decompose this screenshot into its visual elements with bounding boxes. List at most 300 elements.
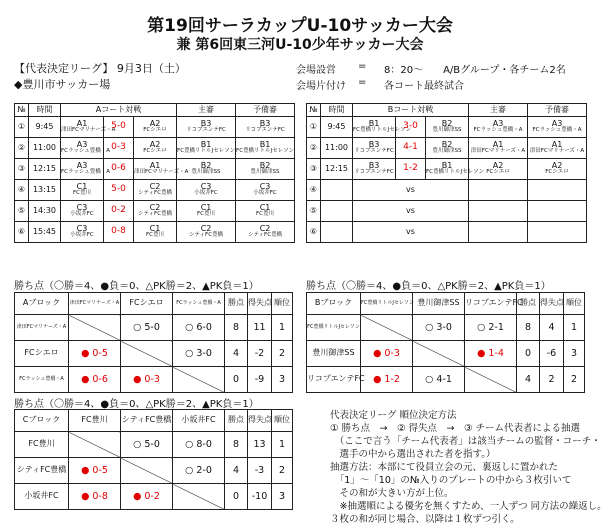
- sub-referee-cell: [528, 222, 587, 243]
- match-score: 4-1: [396, 138, 426, 159]
- referee-code: C3: [200, 181, 212, 191]
- header-no: №: [15, 104, 29, 117]
- away-cell: [426, 138, 469, 159]
- match-row: [15, 201, 295, 222]
- cleanup-label: 会場片付け: [296, 81, 346, 92]
- match-vs: vs: [353, 222, 469, 243]
- setup-label: 会場設営: [296, 65, 336, 76]
- away-code: B2: [441, 139, 453, 149]
- standings-row: [307, 341, 585, 367]
- standings-header: 勝点: [517, 293, 540, 315]
- sub-referee-cell: [236, 201, 295, 222]
- referee-code: B3: [200, 118, 212, 128]
- sub-referee-cell: [236, 180, 295, 201]
- away-cell: [426, 159, 485, 180]
- away-team: FCシエロ: [143, 148, 167, 155]
- venue: ◆豊川市サッカー場: [14, 78, 111, 91]
- header-no: №: [307, 104, 321, 117]
- referee-cell: [469, 201, 528, 222]
- referee-cell: [177, 201, 236, 222]
- match-time: [321, 201, 353, 222]
- standings-header: 勝点: [225, 293, 248, 315]
- home-team: FCラッシュ豊橋・A: [61, 148, 111, 155]
- match-no: ⑤: [307, 201, 321, 222]
- group-a-standings: [14, 292, 293, 393]
- referee-team: 豊川御津SS: [191, 169, 221, 176]
- away-code: A1: [149, 160, 161, 170]
- away-team: シティFC豊橋: [137, 190, 173, 197]
- standings-team: 津田FCマリナーズ・A: [15, 315, 69, 341]
- standings-points: 4: [517, 367, 540, 393]
- rule-line: （ここで言う「チーム代表者」は該当チームの監督・コーチ・: [330, 436, 601, 447]
- rule-line: 抽選方法：本部にて役員立会の元、裏返しに置かれた: [330, 462, 559, 473]
- header-court-b: Bコート対戦: [353, 104, 469, 117]
- referee-team: FCシエロ: [486, 169, 510, 176]
- sub-referee-cell: [236, 138, 295, 159]
- win-mark: ○ 5-0: [133, 321, 160, 333]
- sub-referee-code: C1: [259, 202, 271, 212]
- rule-line: 代表決定リーグ 順位決定方法: [330, 410, 457, 421]
- home-code: C3: [76, 202, 88, 212]
- win-mark: ○ 3-0: [185, 347, 212, 359]
- away-code: B2: [441, 118, 453, 128]
- match-row: [307, 201, 587, 222]
- standings-team: シティFC豊橋: [15, 458, 69, 484]
- win-mark: ○ 2-0: [185, 464, 212, 476]
- away-team: FCシエロ: [143, 127, 167, 134]
- match-no: ②: [15, 138, 29, 159]
- loss-mark: ● 1-4: [477, 347, 504, 359]
- match-no: ②: [307, 138, 321, 159]
- match-time: 15:45: [29, 222, 61, 243]
- standings-goal-diff: 13: [248, 432, 272, 458]
- match-row: [307, 117, 587, 138]
- standings-goal-diff: 4: [540, 315, 564, 341]
- away-cell: [134, 117, 177, 138]
- match-time: 14:30: [29, 201, 61, 222]
- home-cell: [61, 201, 104, 222]
- result-cell: [361, 341, 413, 367]
- result-cell: [413, 315, 465, 341]
- sub-referee-team: リコプエンテFC: [245, 127, 285, 134]
- rule-line: ① 勝ち点 → ② 得失点 → ③ チーム代表者による抽選: [330, 423, 581, 434]
- referee-cell: [469, 222, 528, 243]
- result-cell: [413, 341, 465, 367]
- match-time: 9:45: [29, 117, 61, 138]
- standings-header: 勝点: [225, 410, 248, 432]
- standings-goal-diff: -3: [248, 458, 272, 484]
- result-cell: [121, 432, 173, 458]
- result-cell: [121, 484, 173, 510]
- standings-rank: 1: [564, 315, 585, 341]
- points-legend-a: 勝ち点（〇勝＝4、●負＝0、△PK勝＝2、▲PK負＝1）: [14, 281, 259, 292]
- home-code: A3: [76, 160, 88, 170]
- home-code: B3: [368, 160, 380, 170]
- match-no: ③: [15, 159, 29, 180]
- standings-header: 順位: [272, 410, 293, 432]
- standings-rank: 1: [272, 432, 293, 458]
- away-code: C2: [149, 181, 161, 191]
- win-mark: ○ 6-0: [185, 321, 212, 333]
- result-cell: [69, 315, 121, 341]
- result-cell: [361, 315, 413, 341]
- match-time: 11:00: [29, 138, 61, 159]
- standings-goal-diff: -10: [248, 484, 272, 510]
- referee-team: FCラッシュ豊橋・A: [473, 127, 523, 134]
- away-cell: [134, 180, 177, 201]
- standings-row: [15, 341, 293, 367]
- away-code: A2: [149, 118, 161, 128]
- match-time: 9:45: [321, 117, 353, 138]
- referee-cell: [177, 222, 236, 243]
- standings-row: [15, 458, 293, 484]
- sub-referee-team: FCラッシュ豊橋・A: [532, 127, 582, 134]
- tournament-subtitle: 兼 第6回東三河U-10少年サッカー大会: [176, 37, 424, 53]
- match-score: 0-6: [104, 159, 134, 180]
- sub-referee-cell: [236, 117, 295, 138]
- tournament-title: 第19回サーラカップU-10サッカー大会: [147, 16, 453, 36]
- standings-points: 0: [225, 367, 248, 393]
- rule-line: その和が大きい方が上位。: [330, 488, 454, 499]
- standings-row: [15, 367, 293, 393]
- result-cell: [465, 315, 517, 341]
- result-cell: [465, 367, 517, 393]
- standings-points: 4: [225, 458, 248, 484]
- sub-referee-code: A3: [551, 118, 563, 128]
- win-mark: ○ 5-0: [133, 438, 160, 450]
- sub-referee-code: A1: [551, 139, 563, 149]
- header-court-a: Aコート対戦: [61, 104, 177, 117]
- referee-code: A1: [492, 139, 504, 149]
- away-cell: [134, 138, 177, 159]
- standings-rank: 2: [564, 367, 585, 393]
- match-no: ①: [307, 117, 321, 138]
- match-vs: vs: [353, 180, 469, 201]
- referee-cell: [177, 117, 236, 138]
- loss-mark: ● 0-2: [133, 490, 160, 502]
- standings-points: 8: [225, 315, 248, 341]
- referee-code: B2: [200, 160, 212, 170]
- standings-header: Cブロック: [15, 410, 69, 432]
- away-code: C1: [149, 223, 161, 233]
- header-sub-referee: 予備審: [236, 104, 295, 117]
- match-row: [15, 117, 295, 138]
- standings-goal-diff: 2: [540, 367, 564, 393]
- referee-code: C1: [200, 202, 212, 212]
- standings-header: FCシエロ: [121, 293, 173, 315]
- result-cell: [121, 367, 173, 393]
- setup-value: 8：20～ A/Bグループ・各チーム2名: [384, 65, 566, 76]
- result-cell: [361, 367, 413, 393]
- match-row: [15, 138, 295, 159]
- sub-referee-code: B1: [259, 139, 271, 149]
- cleanup-value: 各コート最終試合: [384, 81, 464, 92]
- result-cell: [465, 341, 517, 367]
- sub-referee-team: FC豊川: [256, 211, 275, 218]
- match-no: ①: [15, 117, 29, 138]
- match-score: 1-2: [396, 159, 426, 180]
- sub-referee-code: B2: [259, 160, 271, 170]
- sub-referee-code: C2: [259, 223, 271, 233]
- standings-goal-diff: -2: [248, 341, 272, 367]
- standings-header: 津田FCマリナーズ・A: [69, 293, 121, 315]
- referee-cell: [177, 138, 236, 159]
- standings-team: FC豊川: [15, 432, 69, 458]
- rule-line: 「1」～「10」の№入りのプレートの中から３枚引いて: [330, 475, 572, 486]
- standings-rank: 2: [272, 458, 293, 484]
- header-referee: 主審: [469, 104, 528, 117]
- standings-rank: 2: [272, 341, 293, 367]
- result-cell: [69, 367, 121, 393]
- sub-referee-code: B3: [259, 118, 271, 128]
- match-row: [307, 180, 587, 201]
- standings-team: FCラッシュ豊橋・A: [15, 367, 69, 393]
- match-no: ④: [307, 180, 321, 201]
- home-code: B3: [368, 139, 380, 149]
- result-cell: [173, 484, 225, 510]
- standings-header: 順位: [272, 293, 293, 315]
- match-row: [307, 222, 587, 243]
- standings-goal-diff: -6: [540, 341, 564, 367]
- match-no: ⑤: [15, 201, 29, 222]
- standings-points: 0: [225, 484, 248, 510]
- referee-code: A2: [492, 160, 504, 170]
- win-mark: ○ 2-1: [477, 321, 504, 333]
- group-b-standings: [306, 292, 585, 393]
- match-score: 3-0: [396, 117, 426, 138]
- loss-mark: ● 0-3: [373, 347, 400, 359]
- standings-team: 小坂井FC: [15, 484, 69, 510]
- home-team: FC豊川: [72, 190, 91, 197]
- referee-cell: [469, 138, 528, 159]
- match-time: [321, 180, 353, 201]
- standings-points: 4: [225, 341, 248, 367]
- standings-points: 8: [517, 315, 540, 341]
- result-cell: [121, 341, 173, 367]
- court-b-schedule: [306, 103, 587, 243]
- result-cell: [69, 432, 121, 458]
- referee-team: FC豊川: [197, 211, 216, 218]
- league-date: 【代表決定リーグ】 9月3日（土）: [14, 62, 186, 75]
- result-cell: [121, 458, 173, 484]
- result-cell: [121, 315, 173, 341]
- away-team: FC豊橋リトルJセレソン: [426, 169, 485, 176]
- referee-team: FC豊橋リトルJセレソン: [177, 148, 236, 155]
- match-score: 5-0: [104, 180, 134, 201]
- home-team: 小坂井FC: [70, 211, 94, 218]
- match-time: 13:15: [29, 180, 61, 201]
- group-c-standings: [14, 409, 293, 510]
- sub-referee-cell: [528, 159, 587, 180]
- standings-points: 8: [225, 432, 248, 458]
- sub-referee-cell: [528, 201, 587, 222]
- standings-header: 順位: [564, 293, 585, 315]
- sub-referee-cell: [528, 117, 587, 138]
- match-score: 0-8: [104, 222, 134, 243]
- away-cell: [134, 222, 177, 243]
- sub-referee-cell: [528, 138, 587, 159]
- standings-row: [15, 432, 293, 458]
- standings-header: 得失点: [248, 410, 272, 432]
- loss-mark: ● 1-2: [373, 373, 400, 385]
- setup-eq: =: [358, 61, 367, 72]
- standings-team: 豊川御津SS: [307, 341, 361, 367]
- match-score: 0-3: [104, 138, 134, 159]
- win-mark: ○ 3-0: [425, 321, 452, 333]
- loss-mark: ● 0-6: [81, 373, 108, 385]
- referee-code: A3: [492, 118, 504, 128]
- home-team: FCラッシュ豊橋・A: [61, 169, 111, 176]
- match-row: [15, 180, 295, 201]
- standings-header: FC豊橋リトルJセレソン: [361, 293, 413, 315]
- header-sub-referee: 予備審: [528, 104, 587, 117]
- home-team: 津田FCマリナーズ・A: [61, 127, 116, 134]
- standings-team: FC豊橋リトルJセレソン: [307, 315, 361, 341]
- standings-header: 豊川御津SS: [413, 293, 465, 315]
- home-code: A3: [76, 139, 88, 149]
- standings-row: [15, 484, 293, 510]
- away-code: C2: [149, 202, 161, 212]
- home-cell: [61, 138, 111, 159]
- header-time: 時間: [29, 104, 61, 117]
- match-row: [307, 159, 587, 180]
- referee-cell: [177, 180, 236, 201]
- rule-line: ３枚の和が同じ場合、以降は１枚ずつ引く。: [330, 514, 520, 525]
- match-no: ⑥: [15, 222, 29, 243]
- standings-points: 0: [517, 341, 540, 367]
- standings-header: リコプエンテFC: [465, 293, 517, 315]
- sub-referee-code: A2: [551, 160, 563, 170]
- points-legend-c: 勝ち点（〇勝＝4、●負＝0、△PK勝＝2、▲PK負＝1）: [14, 399, 259, 410]
- referee-code: B1: [200, 139, 212, 149]
- home-cell: [61, 180, 104, 201]
- home-team: FC豊橋リトルJセレソン: [353, 127, 412, 134]
- result-cell: [69, 458, 121, 484]
- home-team: 小坂井FC: [70, 232, 94, 239]
- standings-rank: 1: [272, 315, 293, 341]
- match-score: 5-0: [104, 117, 134, 138]
- sub-referee-team: 豊川御津SS: [250, 169, 280, 176]
- home-cell: [353, 159, 396, 180]
- match-time: 11:00: [321, 138, 353, 159]
- result-cell: [173, 432, 225, 458]
- match-no: ④: [15, 180, 29, 201]
- standings-rank: 3: [272, 484, 293, 510]
- standings-header: Aブロック: [15, 293, 69, 315]
- match-row: [15, 159, 295, 180]
- win-mark: ○ 8-0: [185, 438, 212, 450]
- sub-referee-code: C3: [259, 181, 271, 191]
- standings-row: [307, 315, 585, 341]
- loss-mark: ● 0-8: [81, 490, 108, 502]
- home-code: C3: [76, 223, 88, 233]
- standings-header: FCラッシュ豊橋・A: [173, 293, 225, 315]
- away-team: 豊川御津SS: [432, 127, 462, 134]
- rule-line: ※抽選順による優劣を無くすため、一人ずつ 同方法の繰返し。: [330, 501, 607, 512]
- match-no: ⑥: [307, 222, 321, 243]
- referee-code: C2: [200, 223, 212, 233]
- loss-mark: ● 0-5: [81, 347, 108, 359]
- away-team: 豊川御津SS: [432, 148, 462, 155]
- match-time: [321, 222, 353, 243]
- sub-referee-team: シティFC豊橋: [247, 232, 283, 239]
- match-score: 0-2: [104, 201, 134, 222]
- referee-team: シティFC豊橋: [188, 232, 224, 239]
- sub-referee-team: 津田FCマリナーズ・A: [529, 148, 585, 155]
- result-cell: [69, 484, 121, 510]
- cleanup-eq: =: [358, 77, 367, 88]
- result-cell: [173, 458, 225, 484]
- standings-team: FCシエロ: [15, 341, 69, 367]
- header-time: 時間: [321, 104, 353, 117]
- away-cell: [134, 159, 189, 180]
- away-team: シティFC豊橋: [137, 211, 173, 218]
- standings-rank: 3: [272, 367, 293, 393]
- standings-header: 小坂井FC: [173, 410, 225, 432]
- away-team: FC豊川: [146, 232, 165, 239]
- ranking-rules: [330, 409, 607, 526]
- rule-line: 選手の中から選出された者を指す。）: [330, 449, 496, 460]
- standings-header: FC豊川: [69, 410, 121, 432]
- home-cell: [61, 159, 111, 180]
- standings-rank: 3: [564, 341, 585, 367]
- sub-referee-team: FCシエロ: [545, 169, 569, 176]
- home-team: リコプエンテFC: [354, 169, 394, 176]
- sub-referee-team: FC豊橋リトルJセレソン: [236, 148, 295, 155]
- header-referee: 主審: [177, 104, 236, 117]
- match-row: [15, 222, 295, 243]
- away-code: B1: [441, 160, 453, 170]
- standings-header: Bブロック: [307, 293, 361, 315]
- match-time: 12:15: [29, 159, 61, 180]
- match-vs: vs: [353, 201, 469, 222]
- referee-team: 小坂井FC: [194, 190, 218, 197]
- result-cell: [173, 315, 225, 341]
- standings-row: [307, 367, 585, 393]
- home-cell: [61, 117, 116, 138]
- standings-header: 得失点: [540, 293, 564, 315]
- home-code: C1: [76, 181, 88, 191]
- loss-mark: ● 0-5: [81, 464, 108, 476]
- standings-row: [15, 315, 293, 341]
- loss-mark: ● 0-3: [133, 373, 160, 385]
- match-row: [307, 138, 587, 159]
- sub-referee-cell: [236, 159, 295, 180]
- standings-goal-diff: 11: [248, 315, 272, 341]
- referee-team: 津田FCマリナーズ・A: [470, 148, 526, 155]
- sub-referee-team: 小坂井FC: [253, 190, 277, 197]
- home-cell: [353, 138, 396, 159]
- court-a-schedule: [14, 103, 295, 243]
- win-mark: ○ 4-1: [425, 373, 452, 385]
- referee-team: リコプエンテFC: [186, 127, 226, 134]
- sub-referee-cell: [528, 180, 587, 201]
- referee-cell: [469, 180, 528, 201]
- result-cell: [69, 341, 121, 367]
- home-team: リコプエンテFC: [354, 148, 394, 155]
- sub-referee-cell: [236, 222, 295, 243]
- standings-header: シティFC豊橋: [121, 410, 173, 432]
- away-cell: [426, 117, 469, 138]
- away-code: A2: [149, 139, 161, 149]
- points-legend-b: 勝ち点（〇勝＝4、●負＝0、△PK勝＝2、▲PK負＝1）: [306, 281, 551, 292]
- away-cell: [134, 201, 177, 222]
- home-code: B1: [368, 118, 380, 128]
- result-cell: [413, 367, 465, 393]
- home-cell: [61, 222, 104, 243]
- result-cell: [173, 341, 225, 367]
- referee-cell: [469, 117, 528, 138]
